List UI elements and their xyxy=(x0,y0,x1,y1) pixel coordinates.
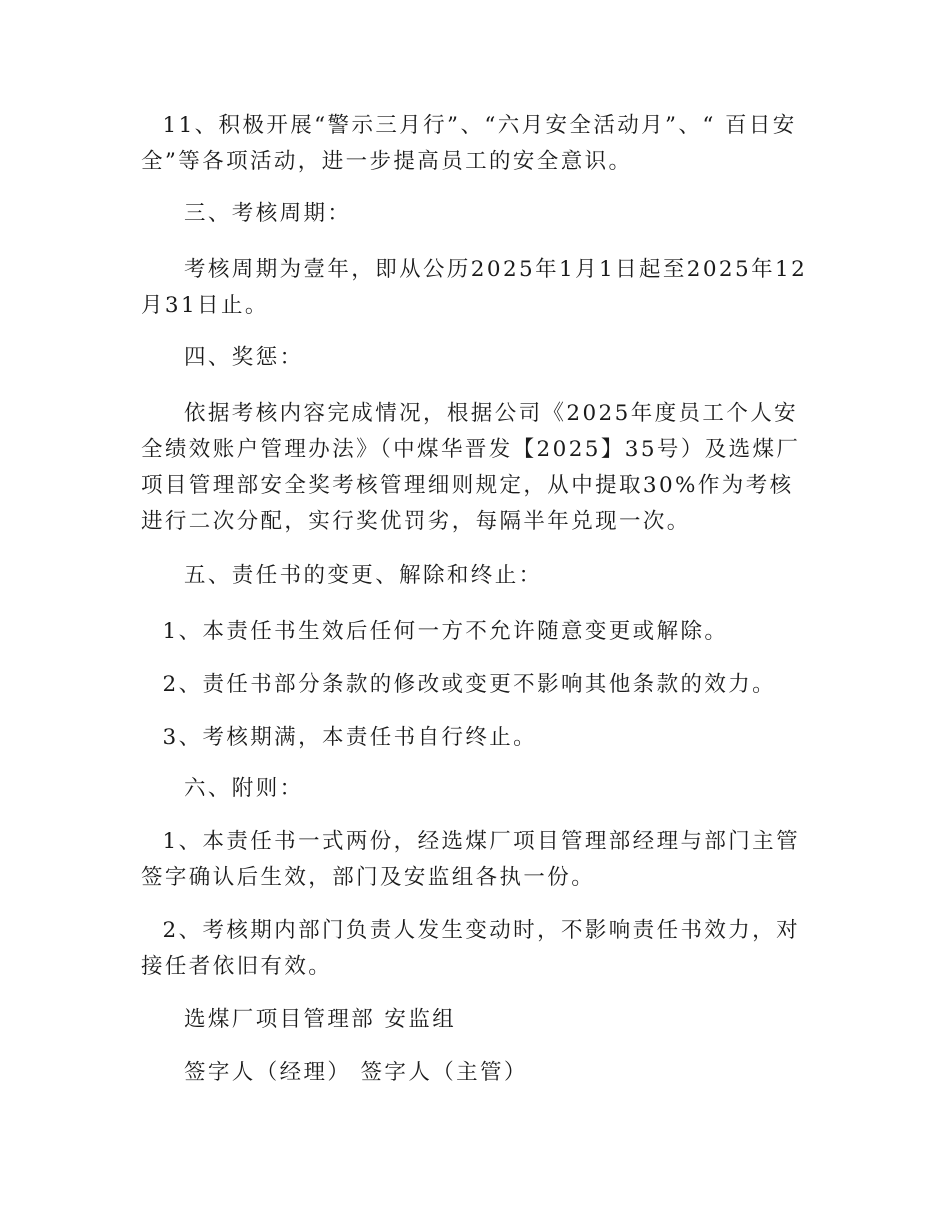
paragraph-activities: 11、积极开展“警示三月行”、“六月安全活动月”、“ 百日安全”等各项活动，进一步提高员工的安全意识。 xyxy=(141,113,797,174)
paragraph-assessment-period: 考核周期为壹年，即从公历2025年1月1日起至2025年12月31日止。 xyxy=(141,257,808,318)
heading-changes-termination: 五、责任书的变更、解除和终止： xyxy=(184,563,543,588)
signature-signers: 签字人（经理） 签字人（主管） xyxy=(184,1060,528,1085)
paragraph-rewards-penalties: 依据考核内容完成情况，根据公司《2025年度员工个人安全绩效账户管理办法》（中煤华晋发【2025】35号）及选煤厂项目管理部安全奖考核管理细则规定，从中提取30%作为考核进行二次分配，实行奖优罚劣，每隔半年兑现一次。 xyxy=(141,401,801,534)
paragraph-clause-1: 1、本责任书生效后任何一方不允许随意变更或解除。 xyxy=(162,619,729,644)
signature-department: 选煤厂项目管理部 安监组 xyxy=(184,1007,457,1032)
paragraph-supplementary-1: 1、本责任书一式两份，经选煤厂项目管理部经理与部门主管签字确认后生效，部门及安监组各执一份。 xyxy=(141,829,800,890)
heading-supplementary: 六、附则： xyxy=(184,776,304,801)
heading-rewards-penalties: 四、奖惩： xyxy=(184,345,304,370)
paragraph-clause-3: 3、考核期满，本责任书自行终止。 xyxy=(162,725,538,750)
heading-assessment-period: 三、考核周期： xyxy=(184,201,352,226)
paragraph-supplementary-2: 2、考核期内部门负责人发生变动时，不影响责任书效力，对接任者依旧有效。 xyxy=(141,918,800,979)
paragraph-clause-2: 2、责任书部分条款的修改或变更不影响其他条款的效力。 xyxy=(162,672,777,697)
